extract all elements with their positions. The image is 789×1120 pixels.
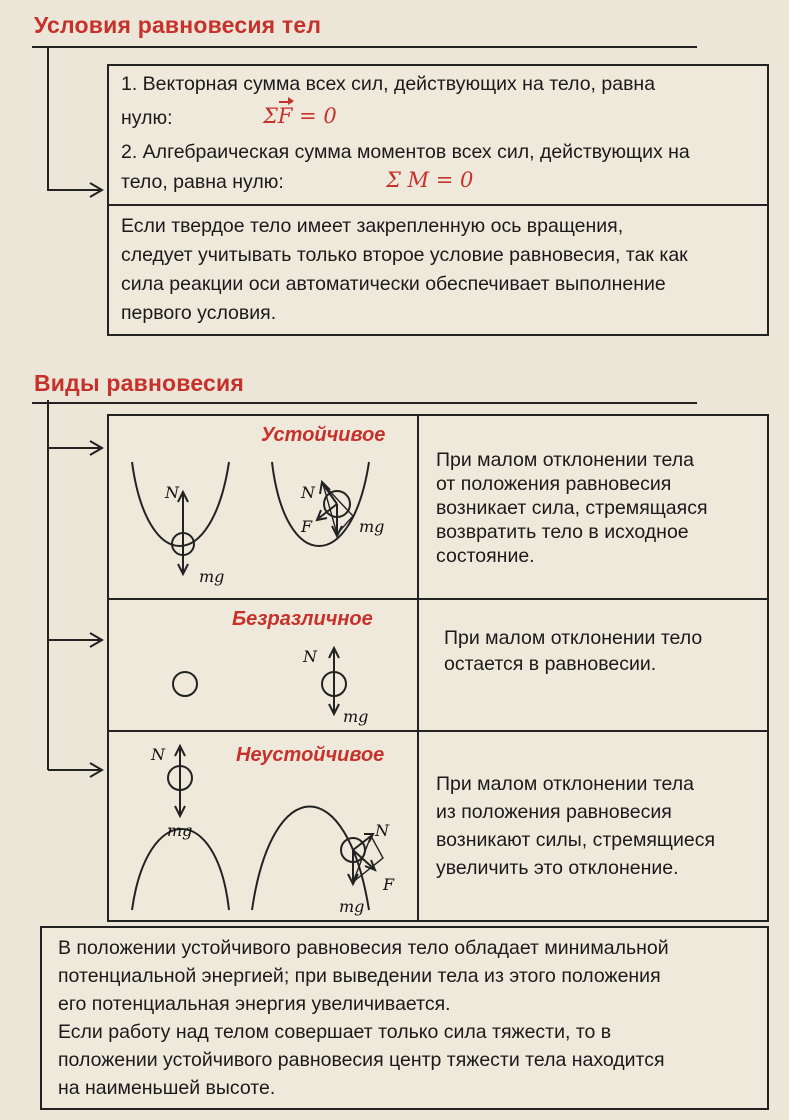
summary-line: положении устойчивого равновесия центр тяжести тела находится [58, 1049, 665, 1071]
unstable-desc: из положения равновесия [436, 801, 672, 823]
gravity-force-label: mg [359, 517, 385, 536]
heading-rule [32, 402, 697, 404]
stable-desc: от положения равновесия [436, 473, 672, 495]
condition-2-formula: Σ M = 0 [386, 168, 474, 192]
stable-desc: возникает сила, стремящаяся [436, 497, 708, 519]
summary-line: потенциальной энергией; при выведении тела из этого положения [58, 965, 661, 987]
note-line: сила реакции оси автоматически обеспечивает выполнение [121, 273, 666, 295]
condition-2-line-1: 2. Алгебраическая сумма моментов всех сил, действующих на [121, 141, 690, 163]
gravity-force-label: mg [343, 707, 369, 726]
unstable-desc: При малом отклонении тела [436, 773, 694, 795]
resultant-force-label: F [383, 875, 395, 894]
normal-force-label: N [303, 647, 317, 666]
condition-1-formula: ΣF = 0 [263, 102, 337, 131]
normal-force-label: N [151, 745, 165, 764]
normal-force-label: N [375, 821, 389, 840]
unstable-label: Неустойчивое [236, 744, 385, 766]
section-title-equilibrium-types: Виды равновесия [34, 370, 244, 396]
condition-1-line-2: нулю: [121, 107, 173, 129]
resultant-force-label: F [301, 517, 313, 536]
summary-line: Если работу над телом совершает только сила тяжести, то в [58, 1021, 612, 1043]
stable-desc: При малом отклонении тела [436, 449, 694, 471]
unstable-desc: возникают силы, стремящиеся [436, 829, 716, 851]
stable-label: Устойчивое [261, 424, 386, 446]
stable-diagram [107, 414, 417, 598]
unstable-diagram [107, 732, 417, 922]
note-line: первого условия. [121, 302, 277, 324]
column-divider [417, 414, 419, 922]
unstable-desc: увеличить это отклонение. [436, 857, 679, 879]
normal-force-label: N [301, 483, 315, 502]
neutral-desc: При малом отклонении тело [444, 627, 703, 649]
neutral-desc: остается в равновесии. [444, 653, 657, 675]
gravity-force-label: mg [199, 567, 225, 586]
summary-line: В положении устойчивого равновесия тело обладает минимальной [58, 937, 669, 959]
neutral-label: Безразличное [232, 608, 373, 630]
gravity-force-label: mg [167, 821, 193, 840]
neutral-diagram [107, 600, 417, 730]
gravity-force-label: mg [339, 897, 365, 916]
note-line: Если твердое тело имеет закрепленную ось вращения, [121, 215, 624, 237]
note-line: следует учитывать только второе условие равновесия, так как [121, 244, 688, 266]
summary-line: его потенциальная энергия увеличивается. [58, 993, 451, 1015]
stable-desc: состояние. [436, 545, 535, 567]
condition-1-line-1: 1. Векторная сумма всех сил, действующих на тело, равна [121, 73, 656, 95]
stable-desc: возвратить тело в исходное [436, 521, 689, 543]
condition-2-line-2: тело, равна нулю: [121, 171, 284, 193]
divider [107, 204, 769, 206]
normal-force-label: N [165, 483, 179, 502]
section-title-equilibrium-conditions: Условия равновесия тел [34, 12, 322, 38]
summary-line: на наименьшей высоте. [58, 1077, 276, 1099]
